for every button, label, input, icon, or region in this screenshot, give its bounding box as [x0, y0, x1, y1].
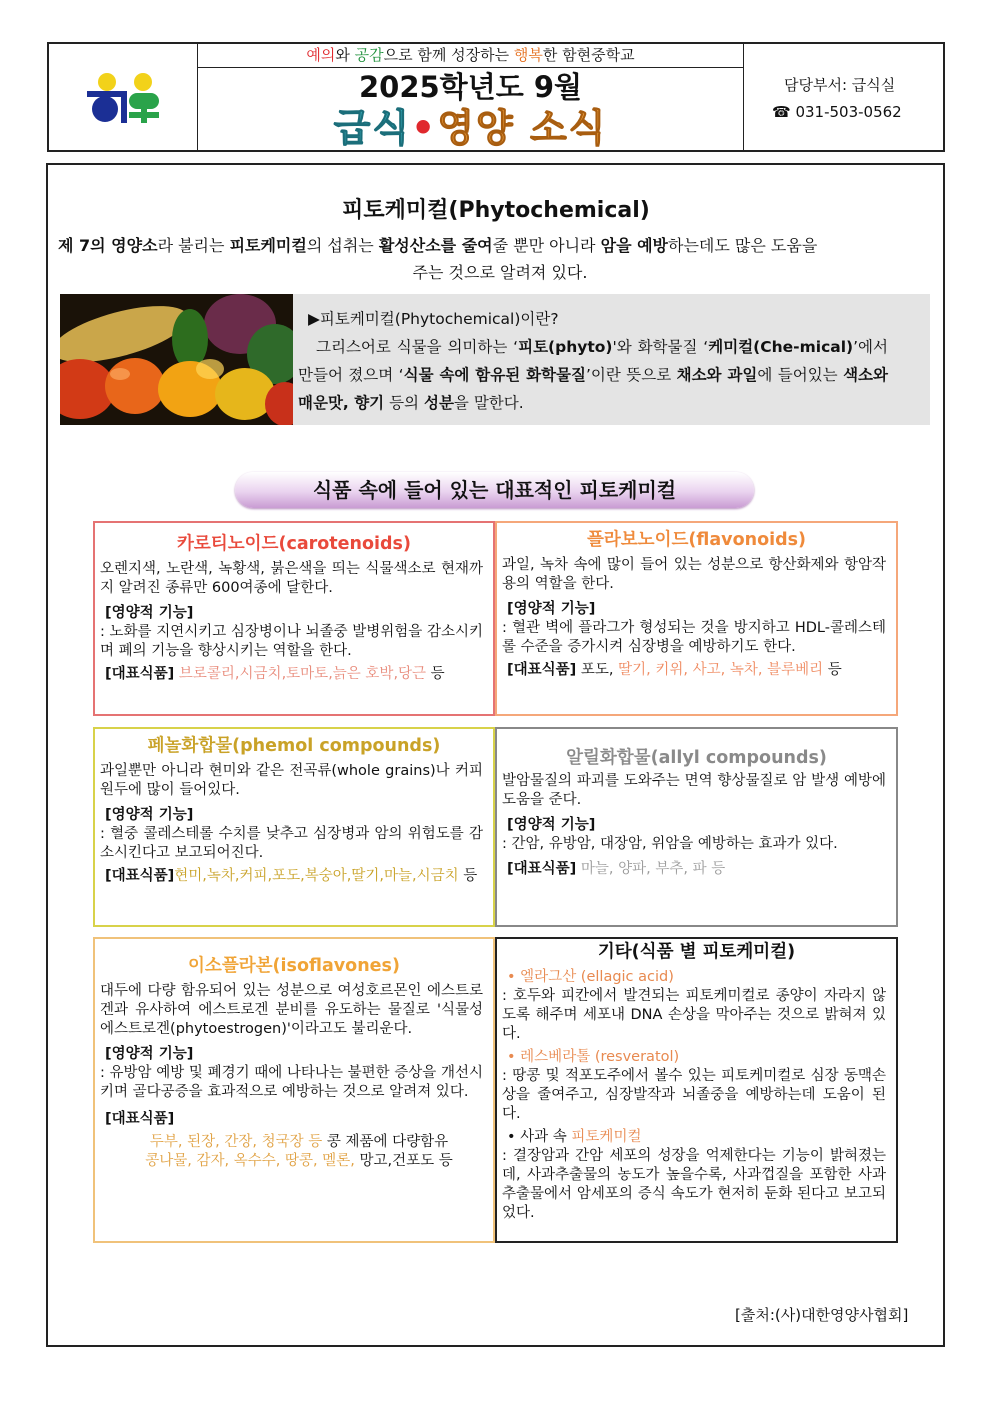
function-label: [영양적 기능] — [105, 605, 194, 621]
item-text-resveratol: : 땅콩 및 적포도주에서 볼수 있는 피토케미컬로 심장 동맥손상을 줄여주고, 심장발작과 뇌졸중을 예방하는데 도움이 된다. — [502, 1068, 886, 1122]
vegetables-image — [60, 294, 293, 425]
function-text: : 노화를 지연시키고 심장병이나 뇌졸중 발병위험을 감소시키며 폐의 기능을 향상시키는 역할을 한다. — [100, 624, 483, 659]
article-intro: 제 7의 영양소라 불리는 피토케미컬의 섭취는 활성산소를 줄여줄 뿐만 아니라 암을 예방하는데도 많은 도움을 주는 것으로 알려져 있다. — [58, 236, 818, 282]
function-label: [영양적 기능] — [507, 601, 596, 617]
phone-number: ☎ 031-503-0562 — [772, 103, 902, 121]
function-label: [영양적 기능] — [105, 1046, 194, 1062]
definition-text — [298, 305, 888, 417]
card-title: 페놀화합물(phemol compounds) — [147, 736, 441, 756]
representative-foods: [대표식품]현미,녹차,커피,포도,복숭아,딸기,마늘,시금치 등 — [105, 868, 478, 884]
title-block — [198, 44, 744, 150]
school-slogan: 예의와 공감으로 함께 성장하는 행복한 함현중학교 — [198, 44, 743, 68]
card-phenol-compounds — [93, 727, 495, 927]
function-text: : 간암, 유방암, 대장암, 위암을 예방하는 효과가 있다. — [502, 836, 838, 852]
card-title: 기타(식품 별 피토케미컬) — [597, 942, 796, 962]
representative-foods-2: 콩나물, 감자, 옥수수, 땅콩, 멜론, 망고,건포도 등 — [145, 1153, 453, 1169]
page-title: 2025학년도 9월 — [358, 70, 583, 104]
newsletter-header — [47, 42, 945, 152]
function-label: [영양적 기능] — [507, 817, 596, 833]
school-logo-icon — [85, 68, 163, 126]
card-others — [495, 937, 898, 1243]
definition-body: 그리스어로 식물을 의미하는 ‘피토(phyto)'와 화학물질 ‘케미컬(Che-mical)’에서 만들어 졌으며 ‘식물 속에 함유된 화학물질’이란 뜻으로 채소와 과일에 들어있는 색소와 매운맛, 향기 등의 성분을 말한다. — [298, 338, 888, 412]
function-text: : 혈중 콜레스테롤 수치를 낮추고 심장병과 암의 위험도를 감소시킨다고 보고되어진다. — [100, 826, 483, 861]
card-description: 과일뿐만 아니라 현미와 같은 전곡류(whole grains)나 커피 원두에 많이 들어있다. — [100, 763, 483, 798]
card-title: 이소플라본(isoflavones) — [188, 956, 400, 976]
article-title: 피토케미컬(Phytochemical) — [342, 198, 650, 223]
card-title: 알릴화합물(allyl compounds) — [566, 748, 827, 768]
function-text: : 유방암 예방 및 폐경기 때에 나타나는 불편한 증상을 개선시키며 골다공증을 효과적으로 예방하는 것으로 알려져 있다. — [100, 1065, 483, 1100]
card-description: 과일, 녹차 속에 많이 들어 있는 성분으로 항산화제와 항암작용의 역할을 한다. — [502, 557, 886, 592]
item-title-apple: • 사과 속 피토케미컬 — [507, 1129, 642, 1145]
item-text-apple: : 결장암과 간암 세포의 성장을 억제한다는 기능이 밝혀졌는데, 사과추출물의 농도가 높을수록, 사과껍질을 포함한 사과 추출물에서 암세포의 증식 속도가 현저히 둔화 된다고 보고되었다. — [502, 1148, 886, 1221]
card-description: 발암물질의 파괴를 도와주는 면역 향상물질로 암 발생 예방에 도움을 준다. — [502, 773, 886, 808]
section-title: 식품 속에 들어 있는 대표적인 피토케미컬 — [235, 472, 754, 508]
card-description: 대두에 다량 함유되어 있는 성분으로 여성호르몬인 에스트로겐과 유사하여 에스트로겐 분비를 유도하는 물질로 '식물성 에스트로겐(phytoestrogen)'이라고도 불리운다. — [100, 983, 483, 1037]
item-text-ellagic-acid: : 호두와 피칸에서 발견되는 피토케미컬로 종양이 자라지 않도록 해주며 세포내 DNA 손상을 막아주는 것으로 밝혀져 있다. — [502, 988, 886, 1042]
source-citation: [출처:(사)대한영양사협회] — [735, 1306, 909, 1324]
card-flavonoids — [495, 521, 898, 716]
card-title: 카로티노이드(carotenoids) — [177, 534, 411, 554]
foods-label: [대표식품] — [105, 1111, 175, 1127]
item-title-ellagic-acid: • 엘라그산 (ellagic acid) — [507, 969, 674, 985]
representative-foods: [대표식품] 포도, 딸기, 키위, 사고, 녹차, 블루베리 등 — [507, 662, 842, 678]
card-title: 플라보노이드(flavonoids) — [586, 530, 807, 550]
definition-heading: ▶피토케미컬(Phytochemical)이란? — [308, 310, 559, 328]
item-title-resveratol: • 레스베라톨 (resveratol) — [507, 1049, 680, 1065]
card-isoflavones — [93, 937, 495, 1243]
school-logo — [49, 44, 198, 150]
card-allyl-compounds — [495, 727, 898, 927]
newsletter-subtitle: 급식•영양 소식 — [333, 106, 608, 150]
representative-foods: [대표식품] 마늘, 양파, 부추, 파 등 — [507, 861, 726, 877]
card-description: 오렌지색, 노란색, 녹황색, 붉은색을 띄는 식물색소로 현재까지 알려진 종류만 600여종에 달한다. — [100, 561, 483, 596]
function-label: [영양적 기능] — [105, 807, 194, 823]
function-text: : 혈관 벽에 플라그가 형성되는 것을 방지하고 HDL-콜레스테롤 수준을 증가시켜 심장병을 예방하기도 한다. — [502, 620, 886, 655]
representative-foods: [대표식품] 브로콜리,시금치,토마토,늙은 호박,당근 등 — [105, 666, 445, 682]
representative-foods: 두부, 된장, 간장, 청국장 등 콩 제품에 다량함유 — [149, 1134, 449, 1150]
card-carotenoids — [93, 521, 495, 716]
department-name: 담당부서: 급식실 — [784, 76, 896, 94]
department-info — [744, 44, 943, 150]
